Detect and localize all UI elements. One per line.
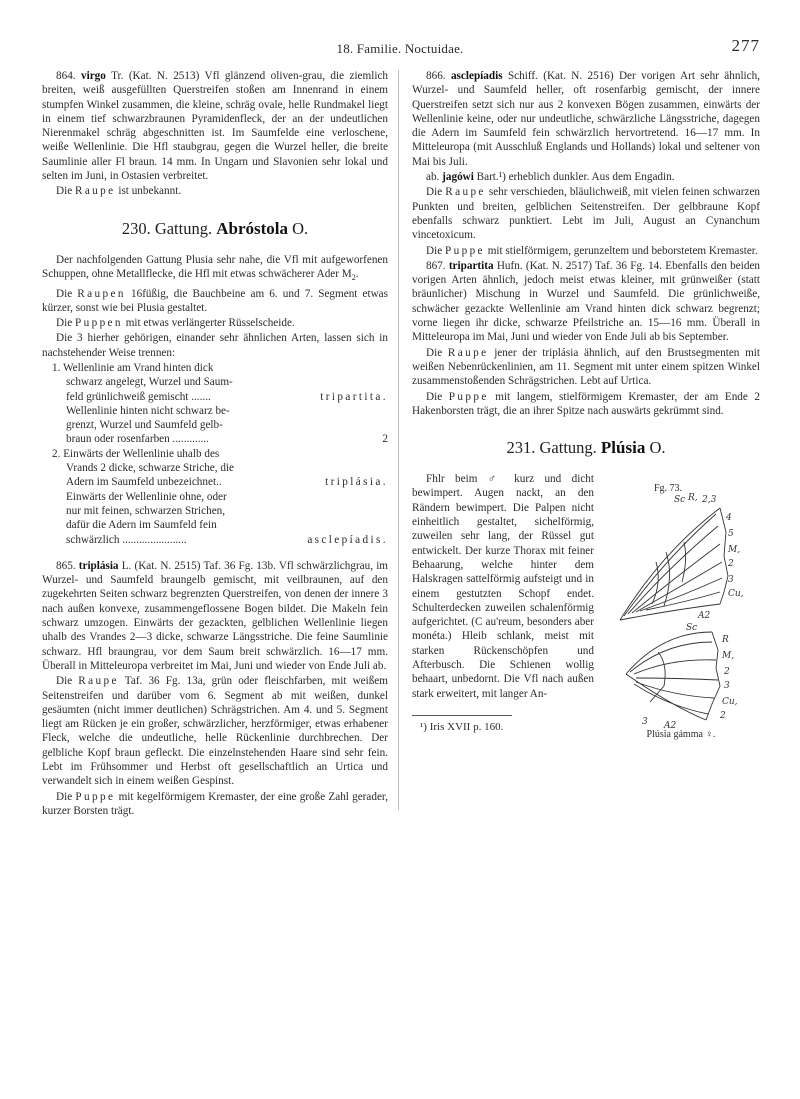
- species-name-asclepiadis: asclepíadis: [450, 70, 503, 82]
- svg-text:5: 5: [728, 529, 734, 540]
- page-number: 277: [731, 36, 760, 55]
- entry-866: 866. asclepíadis Schiff. (Kat. N. 2516) Der vorigen Art sehr ähnlich, Wurzel- und Saumfeld heller, oft rosenfarbig gemischt, der innere Querstreifen setzt sich nur aus 2 konvexen Bögen zusammen, einwärts der Wellenlinie keine, oder nur undeutliche, schwärzliche Längsstriche, dagegen die Adern im Saumfeld fein schwärzlich hervortretend. 16—17 mm. In Mitteleuropa (mit Ausschluß Englands und Hollands) lokal und seltener von Mai bis Juli.: [412, 70, 761, 168]
- identification-key: [52, 361, 388, 547]
- svg-text:M,: M,: [728, 545, 741, 556]
- species-name-virgo: virgo: [81, 70, 106, 82]
- species-name-triplasia: triplásia: [78, 559, 119, 572]
- figure-73: [602, 480, 760, 742]
- key-line: nur mit feinen, schwarzen Strichen,: [66, 504, 226, 517]
- entry-867: 867. tripartita Hufn. (Kat. N. 2517) Taf. 36 Fg. 14. Ebenfalls den beiden vorigen Arten ähnlich, jedoch meist etwas kleiner, mit grünweißer (statt bräunlicher) Mischung in Wurzel und Saumfeld. Die grünlichweiße, schwächer gezackte Wellenlinie am Vrand hinten dick schwarz begrenzt; vorne liegen ihr dicke, schwarze Pfeilstriche an. 15—16 mm. Überall in Mitteleuropa im Mai, Juni und wieder von Ende Juli ab bis September.: [412, 259, 761, 344]
- key-line: triplásia. Adern im Saumfeld unbezeichnet..: [66, 476, 388, 489]
- column-divider: [398, 70, 399, 810]
- footnote: ¹) Iris XVII p. 160.: [420, 720, 504, 733]
- key-line: schwarz angelegt, Wurzel und Saum-: [66, 376, 233, 389]
- entry-867-raupe: Die Raupe jener der triplásia ähnlich, auf den Brustsegmenten mit weißen Nebenrückenlinien, am 11. Segment mit unter einem spitzen Winkel zusammenstoßenden Schrägstrichen. Lebt auf Urtica.: [412, 346, 761, 388]
- svg-text:R,: R,: [688, 493, 698, 504]
- genus-230-key-intro: Die 3 hierher gehörigen, einander sehr ähnlichen Arten, lassen sich in nachstehender Weise trennen:: [42, 332, 388, 359]
- svg-text:3: 3: [728, 575, 734, 586]
- aberration-jagowi: ab. jagówi Bart.¹) erheblich dunkler. Aus dem Engadin.: [426, 171, 675, 184]
- figure-caption: Plúsia gámma ♀.: [646, 728, 716, 740]
- key-line: 2. Einwärts der Wellenlinie uhalb des: [52, 447, 220, 460]
- svg-text:3: 3: [724, 681, 730, 692]
- key-line: 1. Wellenlinie am Vrand hinten dick: [52, 361, 214, 374]
- key-line: Einwärts der Wellenlinie ohne, oder: [66, 490, 227, 503]
- svg-text:Cu,: Cu,: [728, 589, 744, 600]
- genus-230-description: Der nachfolgenden Gattung Plusia sehr nahe, die Vfl mit aufgeworfenen Schuppen, ohne Metallflecke, die Hfl mit etwas schwächerer Ader $M_2$.: [42, 253, 388, 283]
- key-line: asclepíadis. schwärzlich .......................: [66, 533, 388, 546]
- entry-866-raupe: Die Raupe sehr verschieden, bläulichweiß, mit vielen feinen schwarzen Punkten und breiten, gelblichen Seitenstreifen. Der gelbbraune Kopf ebenfalls schwarz punktiert. Lebt im Juli, August an Cynanchum vincetoxicum.: [412, 186, 761, 242]
- svg-text:A2: A2: [664, 721, 677, 732]
- svg-text:2: 2: [728, 559, 734, 570]
- key-result-triplasia: triplásia.: [325, 476, 388, 489]
- footnote-rule: [412, 715, 512, 716]
- genus-230-raupen: Die Raupen 16füßig, die Bauchbeine am 6. und 7. Segment etwas kürzer, sonst wie bei Plusia gestaltet.: [42, 287, 389, 314]
- species-name-tripartita: tripartita: [448, 259, 494, 272]
- key-line: dafür die Adern im Saumfeld fein: [66, 519, 217, 532]
- entry-865-puppe: Die Puppe mit kegelförmigem Kremaster, der eine große Zahl gerader, kurzer Borsten trägt.: [42, 790, 389, 817]
- genus-230-puppen: Die Puppen mit etwas verlängerter Rüsselscheide.: [56, 317, 295, 330]
- key-result-asclepiadis: asclepíadis.: [307, 533, 388, 546]
- key-line: Wellenlinie hinten nicht schwarz be-: [66, 404, 230, 417]
- svg-text:Cu,: Cu,: [722, 697, 738, 708]
- svg-text:M,: M,: [722, 651, 735, 662]
- key-result-number: 2: [382, 433, 388, 446]
- svg-text:Sc: Sc: [674, 495, 686, 506]
- entry-865: 865. triplásia L. (Kat. N. 2515) Taf. 36 Fg. 13b. Vfl schwärzlichgrau, im Wurzel- und Saumfeld braungelb gemischt, mit veilbraunen, auf den zugekehrten Seiten schwarz begrenzten Querstreifen, von denen der innere 3 nach außen konvexe, zusammengeflossene Bogen bildet. Die Makeln fein schwarz umzogen. Einwärts der gezackten, gelblichen Wellenlinie liegen uhalb des Vrandes 2—3 dicke, schwarze Längsstriche. Die feine Saumlinie schwarz. Hfl braungrau, vor dem Saum breit schwärzlich. 16—17 mm. Überall in Mitteleuropa verbreitet im Mai, Juni und wieder von Ende Juli ab.: [42, 559, 389, 672]
- wing-venation-diagram: [602, 492, 760, 732]
- left-column: [42, 69, 388, 819]
- figure-label: Fg. 73.: [654, 483, 683, 495]
- svg-text:A2: A2: [698, 611, 711, 622]
- heading-genus-231: 231. Gattung. Plúsia O.: [506, 438, 666, 458]
- entry-866-puppe: Die Puppe mit stielförmigem, gerunzeltem und beborstetem Kremaster.: [426, 244, 758, 257]
- svg-text:Sc: Sc: [686, 623, 698, 634]
- key-result-tripartita: tripartita.: [320, 390, 388, 403]
- svg-text:4: 4: [726, 513, 732, 524]
- entry-867-puppe: Die Puppe mit langem, stielförmigem Kremaster, der am Ende 2 Hakenborsten trägt, die an ihrer Spitze nach auswärts gekrümmt sind.: [412, 390, 761, 417]
- heading-genus-230: 230. Gattung. Abróstola O.: [121, 218, 309, 238]
- right-column: [412, 69, 760, 748]
- svg-text:2: 2: [724, 667, 730, 678]
- entry-864: 864. virgo Tr. (Kat. N. 2513) Vfl glänzend oliven-grau, die ziemlich breiten, weiß ausgefüllten Querstreifen stoßen am Innenrand in einem stumpfen Winkel zusammen, die kleine, schräg ovale, helle Rundmakel liegt in einem tief schwarzbraunen Pyramidenfleck, der an der undeutlichen Nierenmakel schräg abgeschnitten ist. Im Saumfelde eine verloschene, weiße Wellenlinie. Die Hfl staubgrau, gegen die Wurzel heller, die breite Saumlinie aller Fl braun. 14 mm. In Ungarn und Slavonien sehr lokal und selten im Juni, in Ostasien verbreitet.: [42, 70, 389, 183]
- svg-text:2: 2: [720, 711, 726, 722]
- key-line: Vrands 2 dicke, schwarze Striche, die: [66, 462, 235, 475]
- genus-231-description: Fhlr beim ♂ kurz und dicht bewimpert. Augen nackt, an den Rändern bewimpert. Die Palpen nicht einheitlich gestaltet, sichelförmig, zuweilen sehr lang, der Rüssel gut entwickelt. Der kurze Thorax mit feiner Behaarung, welche hinter dem Halskragen sattelförmig aufsteigt und in einem gestutzten Schopf endet. Schulterdecken zuweilen schalenförmig aufgerichtet. (C au'reum, besonders aber monéta.) Hleib schlank, meist mit starken Rückenschöpfen und Afterbusch. Die Schienen wollig behaart, unbedornt. Die Vfl nach außen stark erweitert, mit langer An-: [412, 473, 594, 700]
- entry-865-raupe: Die Raupe Taf. 36 Fg. 13a, grün oder fleischfarben, mit weißem Seitenstreifen und darüber vom 6. Segment ab mit weißen, dunkel gesäumten (nicht immer deutlichen) Schrägstrichen. Am 4. und 5. Segment liegt am Rücken je ein großer, schwärzlicher, herzförmiger, etwas erhabener Fleck, welche die undeutliche, helle Rückenlinie durchbrechen. Der gelbliche Kopf braun gefleckt. Die einzelnstehenden Haare sind sehr fein. Lebt im Frühsommer und Herbst oft gesellschaftlich an Urtica und verwandelt sich in einem weißen Gespinst.: [42, 675, 388, 788]
- svg-text:R: R: [722, 635, 729, 646]
- key-line: 2 braun oder rosenfarben .............: [66, 433, 388, 446]
- entry-864-raupe: Die Raupe ist unbekannt.: [56, 185, 182, 198]
- running-head-title: 18. Familie. Noctuidae.: [336, 41, 464, 56]
- key-line: grenzt, Wurzel und Saumfeld gelb-: [66, 419, 223, 432]
- svg-text:3: 3: [642, 717, 648, 728]
- key-line: tripartita. feld grünlichweiß gemischt .......: [66, 390, 388, 403]
- svg-text:2,3: 2,3: [702, 495, 717, 506]
